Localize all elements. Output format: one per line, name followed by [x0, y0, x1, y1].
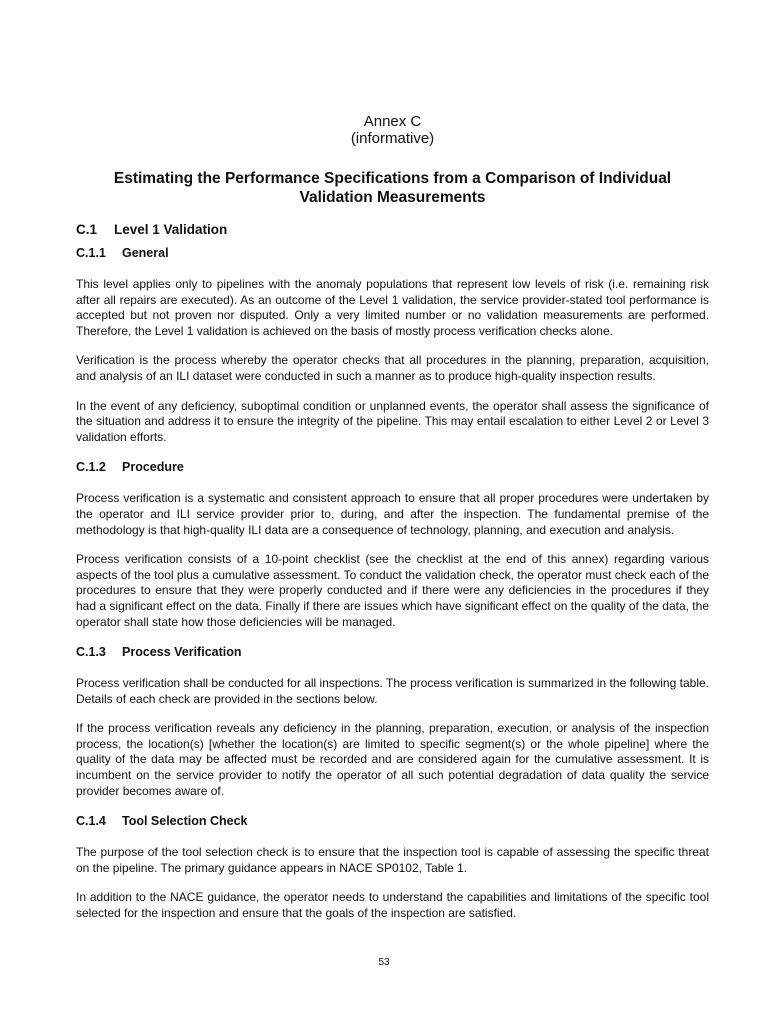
paragraph: The purpose of the tool selection check is to ensure that the inspection tool is capable of assessing the specific threat on the pipeline. The primary guidance appears in NACE SP0102, Table 1. — [76, 845, 709, 875]
subsection-title: Tool Selection Check — [122, 814, 248, 829]
subsection-number: C.1.4 — [76, 814, 106, 829]
annex-title: Annex C — [363, 113, 422, 130]
subsection-title: General — [122, 246, 169, 260]
subsection-number: C.1.2 — [76, 460, 106, 475]
main-title-line-1: Estimating the Performance Specifications from a Comparison of Individual — [113, 170, 672, 187]
paragraph: Process verification shall be conducted for all inspections. The process verification is summarized in the following table. Details of each check are provided in the sections below. — [76, 676, 709, 706]
section-title: Level 1 Validation — [114, 222, 228, 237]
subsection-heading-general — [76, 245, 709, 261]
paragraph: If the process verification reveals any deficiency in the planning, preparation, execution, or analysis of the inspection process, the location(s) [whether the location(s) are limited to specific segment(s) or the whole pipeline] where the quality of the data may be affected must be recorded and are considered again for the cumulative assessment. It is incumbent on the service provider to notify the operator of all such potential degradation of data quality the service provider becomes aware of. — [76, 721, 709, 798]
paragraph: In addition to the NACE guidance, the operator needs to understand the capabilities and limitations of the specific tool selected for the inspection and ensure that the goals of the inspection are satisfied. — [76, 890, 709, 921]
paragraph: Process verification consists of a 10-point checklist (see the checklist at the end of this annex) regarding various aspects of the tool plus a cumulative assessment. To conduct the validation check, the operator must check each of the procedures to ensure that they were properly conducted and if there were any deficiencies in the procedures if they had a significant effect on the data. Finally if there are issues which have significant effect on the quality of the data, the operator shall state how those deficiencies will be managed. — [76, 552, 709, 629]
subsection-title: Procedure — [122, 460, 184, 475]
main-title — [76, 169, 709, 207]
annex-subtitle: (informative) — [350, 130, 435, 147]
subsection-title: Process Verification — [122, 645, 242, 660]
subsection-heading-procedure — [76, 459, 709, 475]
page-content — [76, 113, 709, 922]
subsection-heading-process-verification — [76, 644, 709, 660]
section-number: C.1 — [76, 222, 98, 237]
page-number: 53 — [378, 957, 390, 968]
subsection-heading-tool-selection-check — [76, 813, 709, 829]
main-title-line-2: Validation Measurements — [299, 189, 486, 206]
paragraph: Verification is the process whereby the operator checks that all procedures in the planning, preparation, acquisition, and analysis of an ILI dataset were conducted in such a manner as to produce high-quality inspection results. — [76, 353, 709, 383]
subsection-number: C.1.1 — [76, 246, 106, 260]
subsection-number: C.1.3 — [76, 645, 106, 660]
paragraph: Process verification is a systematic and consistent approach to ensure that all proper procedures were undertaken by the operator and ILI service provider prior to, during, and after the inspection. The fundamental premise of the methodology is that high-quality ILI data are a consequence of technology, planning, and execution and analysis. — [76, 491, 709, 537]
paragraph: In the event of any deficiency, suboptimal condition or unplanned events, the operator shall assess the significance of the situation and address it to ensure the integrity of the pipeline. This may entail escalation to either Level 2 or Level 3 validation efforts. — [76, 398, 709, 444]
section-heading-c1 — [76, 221, 709, 239]
paragraph: This level applies only to pipelines with the anomaly populations that represent low levels of risk (i.e. remaining risk after all repairs are executed). As an outcome of the Level 1 validation, the service provider-stated tool performance is accepted but not proven nor disputed. Only a very limited number or no validation measurements are performed. Therefore, the Level 1 validation is achieved on the basis of mostly process verification checks alone. — [76, 277, 709, 338]
